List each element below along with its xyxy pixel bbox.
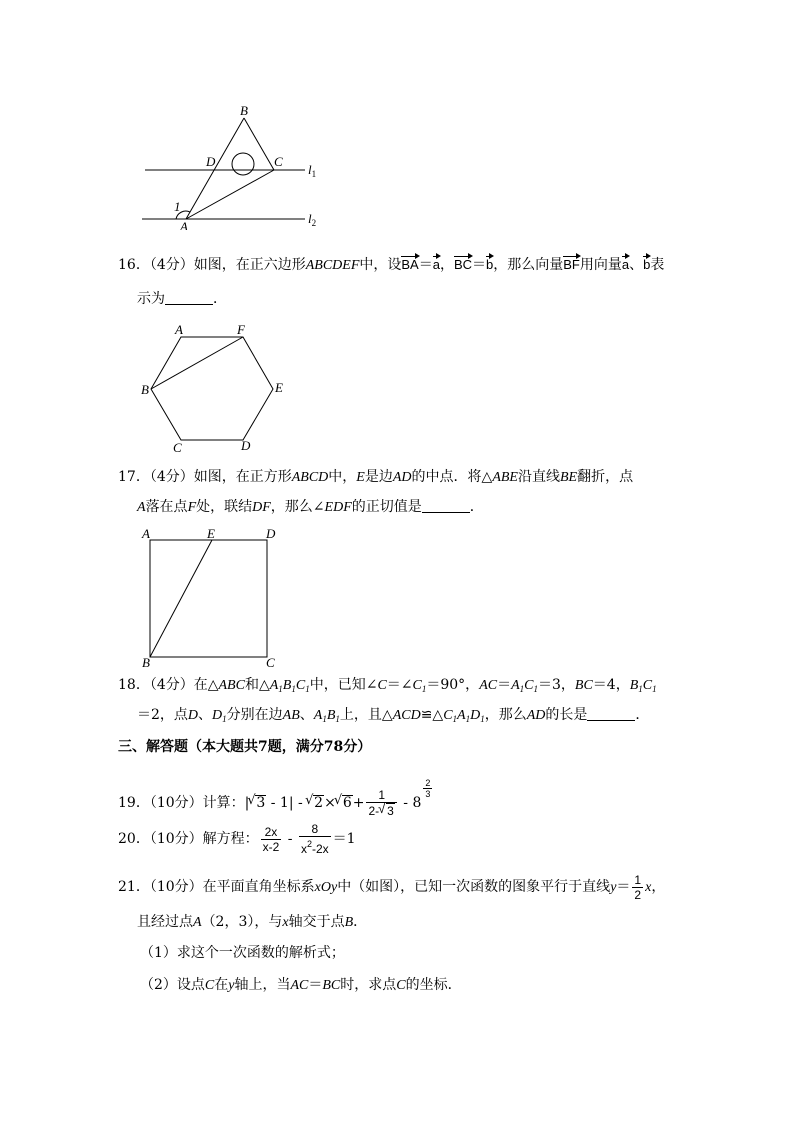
q18-c1: $C_1$ — [412, 678, 427, 694]
q18-l2-text3: 上，且△ — [339, 707, 393, 723]
q18-d1: $D_1$ — [212, 708, 227, 724]
sqrt-6: √ 6 — [342, 795, 353, 810]
q16-text: 16．（4分）如图，在正六边形 — [118, 257, 306, 273]
q18-text2: 和△ — [244, 677, 270, 693]
q21-x: x — [645, 880, 652, 895]
q21-y2: y — [228, 978, 235, 993]
q21-eq: ＝ — [616, 879, 631, 895]
question-17-line1 — [118, 467, 633, 488]
q17-text9: ，那么∠ — [270, 499, 325, 515]
question-20 — [118, 822, 356, 858]
q16-polygon: ABCDEF — [305, 258, 360, 273]
q17-e: E — [356, 470, 365, 485]
q19-minus-8: - 8 — [398, 795, 422, 811]
answer-blank-17[interactable] — [422, 498, 470, 513]
fraction-1-over-2-minus-root3: $\frac{1}{2-√ 3}$ — [366, 788, 396, 818]
question-21-line1 — [118, 870, 665, 906]
fraction-8-over-x2-2x: $\frac{8}{x^2-2x}$ — [300, 822, 329, 856]
q21-l2-text2: （2，3），与 — [201, 914, 283, 930]
square-abcd — [150, 540, 267, 657]
q16-text5: 表 — [650, 257, 665, 273]
q18-l2-sep: 、 — [198, 707, 213, 723]
q18-abc: ABC — [218, 678, 245, 693]
label-d: D — [241, 438, 251, 453]
q18-d: D — [187, 708, 199, 723]
q16-eq1: ＝ — [418, 257, 433, 273]
q21-l2-text: 且经过点 — [137, 914, 193, 930]
q18-text6: ＝ — [497, 677, 512, 693]
label-f: F — [237, 322, 245, 337]
q19-minus: - 1| - — [266, 795, 308, 811]
section-3-heading: 三、解答题（本大题共7题，满分78分） — [118, 739, 372, 755]
q21-c: C — [204, 978, 215, 993]
fraction-2x-over-x-2: $\frac{2x}{x-2}$ — [262, 824, 280, 854]
q18-ab: AB — [282, 708, 300, 723]
question-18-line1 — [118, 675, 657, 699]
question-21-part2 — [140, 975, 462, 996]
q21-l2-period: ． — [353, 914, 368, 930]
q21-a: A — [193, 915, 202, 930]
q17-ad: AD — [392, 470, 412, 485]
sqrt-2: √ 2 — [313, 795, 324, 810]
q19-plus: + — [352, 795, 365, 811]
q21-s2-text3: 轴上，当 — [234, 977, 291, 993]
q20-eq: ＝1 — [332, 831, 356, 847]
q18-text7: ＝3， — [537, 677, 575, 693]
q18-l2-sep2: 、 — [299, 707, 314, 723]
label-a: A — [142, 526, 150, 541]
q21-s2-text4: 时，求点 — [340, 977, 397, 993]
exponent-2-3: $\frac{2}{3}$ — [425, 778, 431, 799]
label-l1: $l_1$ — [308, 162, 317, 179]
q21-ac: AC — [290, 978, 309, 993]
vector-a-2: a — [622, 255, 629, 275]
sqrt-3: √ 3 — [255, 795, 266, 810]
q18-ac: AC — [479, 678, 498, 693]
q18-acd: ACD — [392, 708, 421, 723]
q21-text: 21．（10分）在平面直角坐标系 — [118, 879, 315, 895]
question-16-line1 — [118, 255, 664, 276]
q17-edf: EDF — [324, 500, 352, 515]
answer-blank-16[interactable] — [165, 290, 213, 305]
label-c: C — [266, 655, 275, 669]
q18-a1b1: $A_1B_1$ — [313, 708, 340, 724]
q21-comma: ， — [651, 879, 666, 895]
label-b: B — [142, 655, 150, 669]
q21-s2-text: （2）设点 — [140, 977, 205, 993]
q18-text: 18．（4分）在△ — [118, 677, 219, 693]
q18-a1b1c1: $A_1B_1C_1$ — [269, 678, 310, 694]
vector-bf: BF — [563, 255, 580, 275]
q17-text5: 沿直线 — [517, 469, 560, 485]
q21-c2: C — [396, 978, 406, 993]
q18-c: C — [377, 678, 387, 693]
q18-b1c1: $B_1C_1$ — [629, 678, 657, 694]
segment-bc — [244, 118, 274, 170]
figure-hexagon — [135, 318, 295, 458]
q20-minus: - — [283, 831, 297, 847]
question-18-line2 — [137, 705, 649, 729]
vector-bc: BC — [454, 255, 472, 275]
q16-sep: 、 — [629, 257, 644, 273]
q18-l2-text: ＝2，点 — [137, 707, 188, 723]
question-17-line2 — [137, 497, 484, 518]
answer-blank-18[interactable] — [587, 706, 635, 721]
q21-s2-text2: 在 — [214, 977, 229, 993]
q21-text2: 中（如图），已知一次函数的图象平行于直线 — [337, 879, 611, 895]
fraction-1-2: $\frac{1}{2}$ — [634, 872, 642, 902]
q17-text3: 是边 — [364, 469, 393, 485]
q16-text3: ，那么向量 — [493, 257, 564, 273]
q17-a: A — [137, 500, 146, 515]
q21-xoy: xOy — [314, 880, 338, 895]
q17-square: ABCD — [291, 470, 329, 485]
q16-comma: ， — [439, 257, 454, 273]
q18-period: ． — [635, 707, 650, 723]
q16-text4: 用向量 — [579, 257, 622, 273]
q18-ad: AD — [526, 708, 546, 723]
figure-square — [138, 524, 288, 669]
segment-ac — [186, 170, 274, 219]
q21-s2-text5: 的坐标． — [405, 977, 462, 993]
q19-times: × — [324, 795, 336, 811]
q21-y: y — [610, 880, 617, 895]
label-e: E — [275, 380, 283, 395]
segment-be — [150, 540, 212, 657]
q20-text: 20．（10分）解方程： — [118, 831, 259, 847]
vector-b: b — [486, 255, 493, 275]
q17-text: 17．（4分）如图，在正方形 — [118, 469, 292, 485]
angle-circle — [232, 153, 254, 175]
question-21-part1: （1）求这个一次函数的解析式； — [140, 945, 345, 961]
q17-period: ． — [469, 499, 484, 515]
q17-text7: 落在点 — [145, 499, 188, 515]
label-e: E — [207, 526, 215, 541]
q18-text4: ＝∠ — [386, 677, 413, 693]
q18-l2-text4: ，那么 — [484, 707, 527, 723]
vector-a: a — [433, 255, 440, 275]
vector-ba: BA — [401, 255, 418, 275]
question-19 — [118, 778, 434, 818]
q18-text5: ＝90°， — [426, 677, 480, 693]
q17-text8: 处，联结 — [196, 499, 253, 515]
label-c: C — [274, 154, 283, 169]
label-l2: $l_2$ — [308, 211, 317, 228]
label-angle-1: 1 — [174, 199, 181, 214]
q21-s2-eq: ＝ — [308, 977, 323, 993]
label-c: C — [173, 440, 182, 455]
q16-text2: 中，设 — [359, 257, 402, 273]
hexagon-abcdef — [151, 337, 273, 440]
label-a: A — [180, 219, 188, 230]
q17-text10: 的正切值是 — [351, 499, 422, 515]
label-d: D — [206, 154, 216, 169]
q17-df: DF — [252, 500, 271, 515]
q16-period: ． — [213, 291, 227, 307]
q17-f: F — [187, 500, 197, 515]
q18-text3: 中，已知∠ — [309, 677, 378, 693]
q16-line2-text: 示为 — [137, 291, 165, 307]
question-16-line2 — [137, 289, 227, 309]
label-b: B — [141, 382, 149, 397]
q21-x2: x — [282, 915, 289, 930]
q17-text2: 中， — [328, 469, 357, 485]
q21-l2-text3: 轴交于点 — [288, 914, 345, 930]
q19-text: 19．（10分）计算：| — [118, 795, 250, 811]
segment-bf — [151, 337, 243, 389]
q21-b: B — [344, 915, 354, 930]
q18-l2-text2: 分别在边 — [226, 707, 283, 723]
q17-abe: ABE — [492, 470, 518, 485]
q18-bc: BC — [574, 678, 593, 693]
q18-c1a1d1: $C_1A_1D_1$ — [443, 708, 485, 724]
q18-l2-text5: 的长是 — [545, 707, 588, 723]
label-a: A — [175, 322, 183, 337]
q21-bc: BC — [322, 978, 341, 993]
label-d: D — [266, 526, 276, 541]
q17-text6: 翻折，点 — [577, 469, 634, 485]
q17-be: BE — [559, 470, 578, 485]
figure-parallel-lines — [130, 100, 330, 230]
q16-eq2: ＝ — [472, 257, 487, 273]
vector-b-2: b — [643, 255, 650, 275]
label-b: B — [240, 103, 248, 118]
q18-a1c1: $A_1C_1$ — [511, 678, 538, 694]
question-21-line2 — [137, 912, 367, 933]
q18-text8: ＝4， — [592, 677, 630, 693]
q17-text4: 的中点．将△ — [411, 469, 493, 485]
q18-l2-congruent: ≌△ — [420, 707, 444, 723]
